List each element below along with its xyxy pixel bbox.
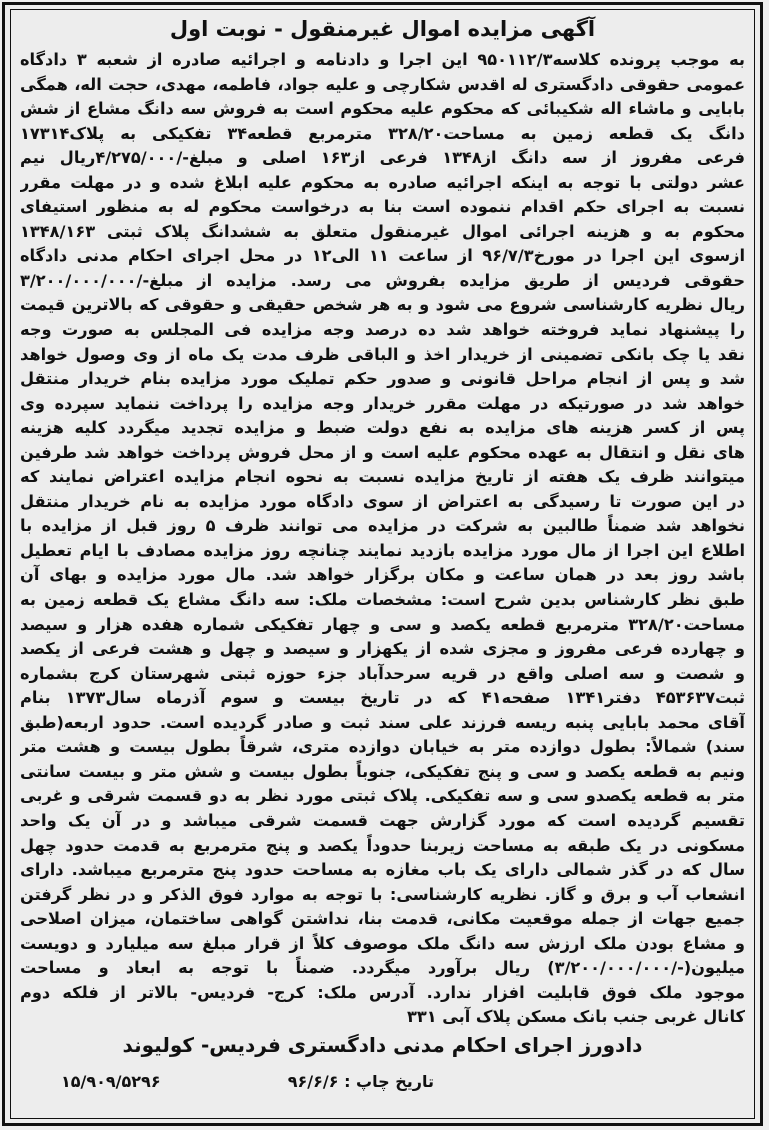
body-line: خواهد شد در صورتیکه در مهلت مقرر خریدار وجه مزایده را پرداخت ننماید سپرده وی	[20, 393, 745, 413]
body-line: مساحت۳۲۸/۲۰ مترمربع قطعه یکصد و سی و چهار تفکیکی شماره هفده هزار و سیصد	[20, 614, 745, 634]
body-line: میلیون(-/۳/۲۰۰/۰۰۰/۰۰۰) ریال برآورد میگردد. ضمناً با توجه به ابعاد و مساحت	[20, 958, 745, 978]
notice-title: آگهی مزایده اموال غیرمنقول - نوبت اول	[169, 17, 596, 41]
body-line: موجود ملک فوق قابلیت افزار ندارد. آدرس ملک: کرج- فردیس- بالاتر از فلکه دوم	[20, 982, 745, 1002]
body-line: را پیشنهاد نماید فروخته خواهد شد ده درصد وجه مزایده فی المجلس به صورت وجه	[20, 320, 745, 340]
body-line: نسبت به اجرای حکم اقدام ننموده است بنا به درخواست محکوم له به منظور استیفای	[20, 197, 745, 217]
body-line: دانگ یک قطعه زمین به مساحت۳۲۸/۲۰ مترمربع قطعه۳۴ تفکیکی به پلاک۱۷۳۱۴	[20, 123, 745, 143]
body-line: و مشاع بودن ملک ارزش سه دانگ ملک موصوف کلاً از قرار مبلغ سه میلیارد و دویست	[20, 933, 745, 953]
body-line: متر به قطعه یکصدو سی و سه تفکیکی. پلاک ثبتی مورد نظر به دو قسمت شرقی و غربی	[20, 786, 745, 806]
body-line: های نقل و انتقال به عهده محکوم علیه است و از محل فروش پرداخت خواهد شد طرفین	[20, 442, 745, 462]
body-line: ونیم به قطعه یکصد و سی و پنج تفکیکی، جنوباً بطول بیست و شش متر و بیست سانتی	[20, 761, 745, 781]
notice-signature: دادورز اجرای احکام مدنی دادگستری فردیس- کولیوند	[122, 1033, 643, 1057]
body-line: فرعی مفروز از سه دانگ از۱۳۴۸ فرعی از۱۶۳ اصلی و مبلغ-/۴/۲۷۵/۰۰۰ریال نیم	[20, 148, 745, 168]
body-line: میتوانند ظرف یک هفته از تاریخ مزایده نسبت به نحوه انجام مزایده اعتراض نمایند که	[20, 467, 745, 487]
notice-frame	[2, 2, 763, 1126]
body-line: انشعاب آب و برق و گاز. نظریه کارشناسی: با توجه به موارد فوق الذکر و در نظر گرفتن	[20, 884, 745, 904]
body-line: سال که در گذر شمالی دارای یک باب مغازه به مساحت حدود پنج مترمربع میباشد. دارای	[20, 860, 745, 880]
body-line: اطلاع این اجرا از مال مورد مزایده بازدید نمایند چنانچه روز مزایده مصادف با ایام تعطیل	[20, 540, 745, 560]
body-line: عمومی حقوقی دادگستری له اقدس شکارچی و علیه جواد، فاطمه، مهدی، حجت اله، همگی	[20, 74, 745, 94]
body-line: و شصت و سه اصلی واقع در قریه سرحدآباد جزء حوزه ثبتی شهرستان کرج بشماره	[20, 663, 745, 683]
body-line: پس از کسر هزینه های مزایده به نفع دولت ضبط و مزایده تجدید میگردد کلیه هزینه	[20, 418, 745, 438]
body-line: ثبت۴۵۳۶۳۷ دفتر۱۳۴۱ صفحه۴۱ که در تاریخ بیست و سوم آذرماه سال۱۳۷۳ بنام	[20, 688, 745, 708]
body-line: آقای محمد بابایی پنبه ریسه فرزند علی سند ثبت و صادر گردیده است. حدود اربعه(طبق	[20, 712, 745, 732]
body-line: کانال غربی جنب بانک مسکن پلاک آبی ۳۳۱	[406, 1007, 745, 1027]
body-line: باشد روز بعد در همان ساعت و مکان برگزار خواهد شد. مال مورد مزایده و بهای آن	[20, 565, 745, 585]
ad-code: ۱۵/۹۰۹/۵۲۹۶	[61, 1072, 161, 1091]
body-line: شد و پس از انجام مراحل قانونی و صدور حکم تملیک مورد مزایده بنام خریدار منتقل	[20, 369, 745, 389]
notice-body	[20, 48, 745, 1030]
notice-meta-row	[31, 1068, 734, 1096]
body-line: مسکونی در یک طبقه به مساحت زیربنا حدوداً یکصد و پنج مترمربع به قدمت حدود چهل	[20, 835, 745, 855]
print-date: تاریخ چاپ : ۹۶/۶/۶	[287, 1072, 434, 1091]
body-line: ازسوی این اجرا در مورخ۹۶/۷/۳ از ساعت ۱۱ الی۱۲ در محل اجرای احکام مدنی دادگاه	[20, 246, 745, 266]
body-line: محکوم به و هزینه اجرائی اموال غیرمنقول متعلق به ششدانگ پلاک ثبتی ۱۳۴۸/۱۶۳	[20, 221, 745, 241]
body-line: عشر دولتی با توجه به اینکه اجرائیه صادره به محکوم علیه ابلاغ شده و در مهلت مقرر	[20, 172, 745, 192]
body-line: بابایی و ماشاء اله شکیبائی که محکوم علیه محکوم است به فروش سه دانگ مشاع از شش	[20, 99, 745, 119]
body-line: و چهارده فرعی مفروز و مجزی شده از یکهزار و سیصد و چهل و هشت فرعی از یکصد	[20, 639, 745, 659]
body-line: به موجب پرونده کلاسه۹۵۰۱۱۲/۳ این اجرا و دادنامه و اجرائیه صادره از شعبه ۳ دادگاه	[20, 50, 745, 69]
body-line: نقد یا چک بانکی تضمینی از خریدار اخذ و الباقی ظرف مدت یک ماه از وی وصول خواهد	[20, 344, 745, 364]
body-line: در این صورت تا رسیدگی به اعتراض از سوی دادگاه مورد مزایده به نام خریدار منتقل	[20, 491, 745, 511]
body-line: ریال نظریه کارشناسی شروع می شود و به هر شخص حقیقی و حقوقی که بالاترین قیمت	[20, 295, 745, 315]
body-line: تقسیم گردیده است که مورد گزارش جهت قسمت شرقی میباشد و در آن یک واحد	[20, 810, 745, 830]
body-line: نخواهد شد ضمناً طالبین به شرکت در مزایده می توانند ظرف ۵ روز قبل از مزایده با	[20, 516, 745, 536]
body-line: حقوقی فردیس از طریق مزایده بفروش می رسد. مزایده از مبلغ-/۳/۲۰۰/۰۰۰/۰۰۰	[20, 270, 745, 290]
body-line: طبق نظر کارشناس بدین شرح است: مشخصات ملک: سه دانگ مشاع یک قطعه زمین به	[20, 590, 745, 610]
body-line: سند) شمالاً: بطول دوازده متر به خیابان دوازده متری، شرقاً بطول بیست و هشت متر	[20, 737, 745, 757]
notice-inner-border	[10, 9, 755, 1119]
body-line: جمیع جهات از جمله موقعیت مکانی، قدمت بنا، نداشتن گواهی ساختمان، میزان اصلاحی	[20, 909, 745, 929]
